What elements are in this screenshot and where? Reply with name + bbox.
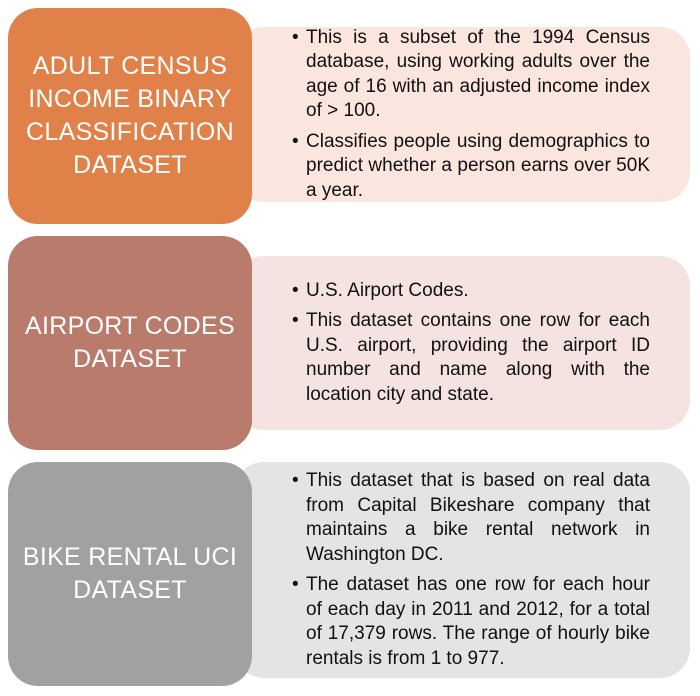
dataset-card-airport-codes bbox=[8, 236, 692, 450]
bullet-list bbox=[294, 469, 650, 671]
bullet-item: • This dataset that is based on real data from Capital Bikeshare company that maintains a bike rental network in Washington DC. bbox=[294, 469, 650, 567]
bullet-item: • U.S. Airport Codes. bbox=[294, 279, 650, 304]
dataset-title: ADULT CENSUS INCOME BINARY CLASSIFICATION DATASET bbox=[26, 52, 234, 179]
bullet-item: • The dataset has one row for each hour of each day in 2011 and 2012, for a total of 17,379 rows. The range of hourly bike rentals is from 1 to 977. bbox=[294, 573, 650, 671]
dataset-card-adult-census bbox=[8, 8, 692, 224]
description-panel bbox=[234, 256, 690, 430]
dataset-title: BIKE RENTAL UCI DATASET bbox=[22, 543, 238, 604]
dataset-label bbox=[8, 462, 252, 686]
description-panel bbox=[234, 27, 690, 202]
dataset-title: AIRPORT CODES DATASET bbox=[25, 312, 235, 373]
description-panel bbox=[234, 462, 690, 678]
bullet-list bbox=[294, 279, 650, 408]
bullet-item: • Classifies people using demographics to predict whether a person earns over 50K a year. bbox=[294, 130, 650, 204]
bullet-item: • This dataset contains one row for each U.S. airport, providing the airport ID number and name along with the location city and state. bbox=[294, 309, 650, 407]
dataset-label bbox=[8, 8, 252, 224]
dataset-card-bike-rental bbox=[8, 462, 692, 686]
dataset-label bbox=[8, 236, 252, 450]
bullet-list bbox=[294, 26, 650, 204]
bullet-item: • This is a subset of the 1994 Census database, using working adults over the age of 16 with an adjusted income index of > 100. bbox=[294, 26, 650, 124]
